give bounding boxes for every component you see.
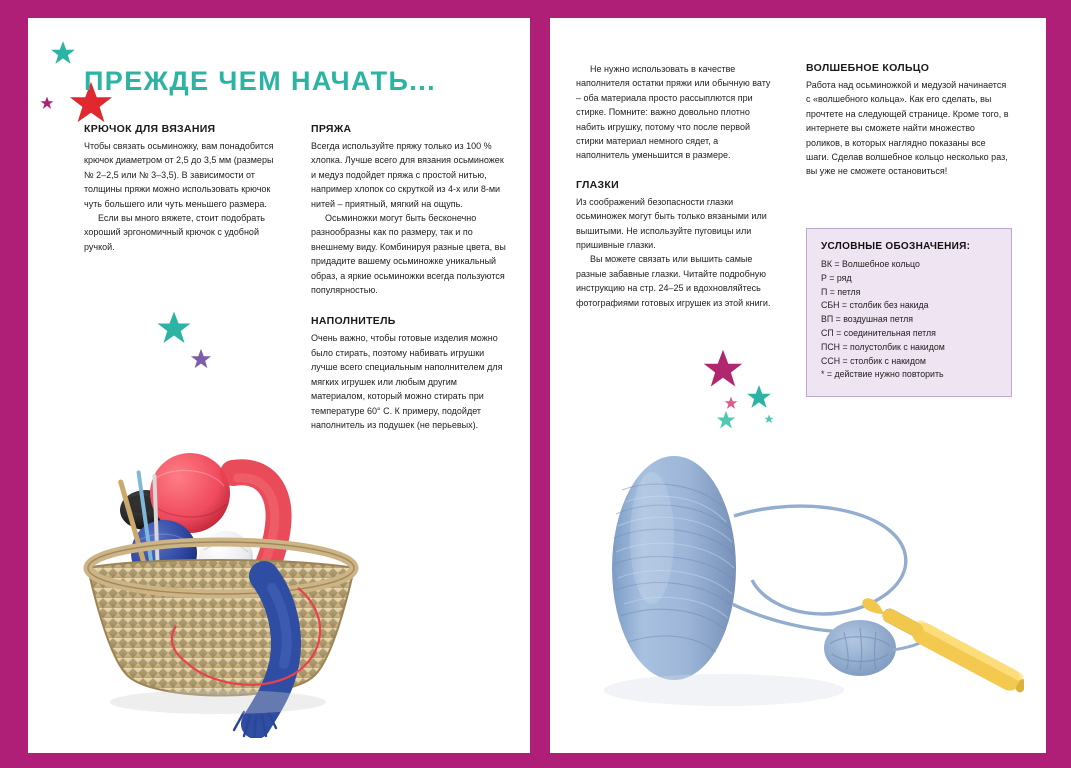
paragraph: Всегда используйте пряжу только из 100 % хлопка. Лучше всего для вязания осьминожек и медуз подойдет пряжа с простой нитью, например хлопок со скруткой из 4-х или 8-ми нитей – приятный, мягкий на ощупь.: [311, 141, 504, 209]
paragraph: Осьминожки могут быть бесконечно разнообразны как по размеру, так и по внешнему виду. Комбинируя разные цвета, вы придадите вашему осьминожке уникальный образ, а яркие осьминожки всегда пользуются популярностью.: [311, 213, 506, 296]
star-teal-small-icon: [50, 40, 76, 66]
star-teal-mid2-icon: [746, 384, 772, 410]
star-magenta-large-icon: [702, 348, 744, 390]
paragraph: Не нужно использовать в качестве наполнителя остатки пряжи или обычную вату – оба материала просто рассыплются при стирке. Помните: важно довольно плотно набить игрушку, потому что после первой стирки материал немного сядет, а наполнитель уменьшится в размере.: [576, 64, 771, 161]
left-column-1: [84, 123, 274, 268]
section-heading: КРЮЧОК ДЛЯ ВЯЗАНИЯ: [84, 123, 216, 135]
list-item: СП = соединительная петля: [821, 327, 936, 338]
list-item: СБН = столбик без накида: [821, 300, 929, 311]
paragraph: Работа над осьминожкой и медузой начинается с «волшебного кольца». Как его сделать, вы прочтете на следующей странице. Кроме того, в интернете вы сможете найти множество роликов, в которых наглядно показаны все шаги. Сделав волшебное кольцо несколько раз, вы уже не сможете остановиться!: [806, 80, 1009, 177]
legend-title: УСЛОВНЫЕ ОБОЗНАЧЕНИЯ:: [821, 241, 971, 252]
section-heading: НАПОЛНИТЕЛЬ: [311, 315, 396, 328]
list-item: ПСН = полустолбик с накидом: [821, 341, 945, 352]
right-page: [550, 18, 1046, 753]
right-column-1: [576, 62, 774, 310]
paragraph: Чтобы связать осьминожку, вам понадобится крючок диаметром от 2,5 до 3,5 мм (размеры № 2–2,5 или № 3–3,5). В зависимости от толщины пряжи можно использовать крючок чуть большего или чуть меньшего размера.: [84, 141, 274, 209]
basket-with-yarn-photo: [68, 418, 398, 738]
right-page-number: 13: [1029, 723, 1039, 732]
star-purple-mid-icon: [190, 348, 212, 370]
paragraph: Из соображений безопасности глазки осьминожек могут быть только вязаными или вышитыми. Не используйте пуговицы или пришивные глазки.: [576, 196, 767, 251]
list-item: П = петля: [821, 286, 861, 297]
section-heading: ВОЛШЕБНОЕ КОЛЬЦО: [806, 62, 930, 74]
section-hook: [84, 123, 274, 254]
star-teal-mid-icon: [156, 310, 192, 346]
list-item: ВК = Волшебное кольцо: [821, 259, 920, 269]
blue-yarn-ball-and-crochet-hook-photo: [574, 418, 1024, 738]
list-item: ССН = столбик с накидом: [821, 355, 926, 366]
left-page: [28, 18, 530, 753]
paragraph: Если вы много вяжете, стоит подобрать хороший эргономичный крючок с удобной ручкой.: [84, 213, 265, 252]
paragraph: Очень важно, чтобы готовые изделия можно было стирать, поэтому набивать игрушки лучше всего специальным наполнителем для мягких игрушек или любым другим материалом, который можно стирать при температуре 60° С. К примеру, подойдет наполнитель из подушек (не перьевых).: [311, 333, 503, 430]
left-column-2: [311, 123, 507, 446]
left-page-number: 12: [36, 723, 46, 732]
list-item: * = действие нужно повторить: [821, 369, 944, 380]
paragraph: Вы можете связать или вышить самые разные забавные глазки. Читайте подробную инструкцию на стр. 24–25 и вдохновляйтесь фотографиями готовых игрушек из этой книги.: [576, 254, 771, 308]
list-item: ВП = воздушная петля: [821, 314, 914, 325]
legend-list: [821, 258, 997, 382]
page-title: ПРЕЖДЕ ЧЕМ НАЧАТЬ...: [84, 66, 437, 96]
section-heading: ПРЯЖА: [311, 123, 352, 135]
list-item: Р = ряд: [821, 272, 852, 283]
star-magenta-tiny-icon: [40, 96, 54, 110]
right-column-2: [806, 62, 1010, 179]
section-filling: [311, 315, 507, 432]
star-pink-small-icon: [724, 396, 738, 410]
section-yarn: [311, 123, 507, 297]
legend-box: [806, 228, 1012, 397]
section-heading: ГЛАЗКИ: [576, 178, 619, 191]
